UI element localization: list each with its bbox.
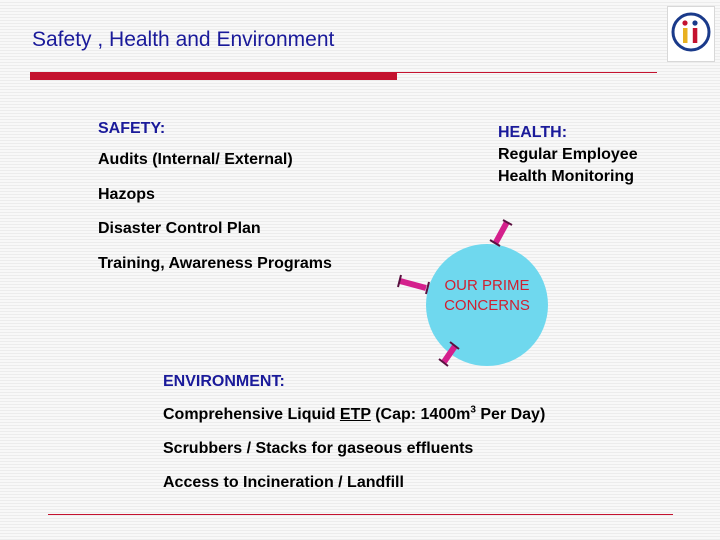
environment-item-scrubbers: Scrubbers / Stacks for gaseous effluents — [163, 440, 474, 457]
safety-item-audits: Audits (Internal/ External) — [98, 151, 293, 168]
safety-item-training: Training, Awareness Programs — [98, 255, 332, 272]
arrow-to-environment — [439, 342, 459, 366]
arrow-to-health — [490, 220, 512, 246]
health-heading: HEALTH: — [498, 124, 568, 141]
prime-concerns-line-1: OUR PRIME — [444, 277, 530, 294]
etp-capacity: (Cap: 1400m — [370, 406, 471, 423]
etp-prefix: Comprehensive Liquid — [163, 406, 340, 423]
safety-heading: SAFETY: — [98, 120, 166, 137]
health-line-2: Health Monitoring — [498, 168, 634, 185]
etp-suffix: Per Day) — [475, 406, 546, 423]
safety-item-disaster-plan: Disaster Control Plan — [98, 220, 261, 237]
safety-item-hazops: Hazops — [98, 186, 155, 203]
etp-cubic-sup: 3 — [470, 404, 476, 416]
footer-rule — [48, 514, 673, 515]
environment-item-etp — [163, 406, 545, 424]
environment-heading: ENVIRONMENT: — [163, 373, 285, 390]
etp-abbr: ETP — [339, 406, 371, 423]
slide-title: Safety , Health and Environment — [32, 28, 335, 51]
arrow-to-safety — [398, 275, 429, 294]
health-line-1: Regular Employee — [498, 146, 638, 163]
environment-item-incineration: Access to Incineration / Landfill — [163, 474, 404, 491]
prime-concerns-line-2: CONCERNS — [444, 297, 530, 314]
